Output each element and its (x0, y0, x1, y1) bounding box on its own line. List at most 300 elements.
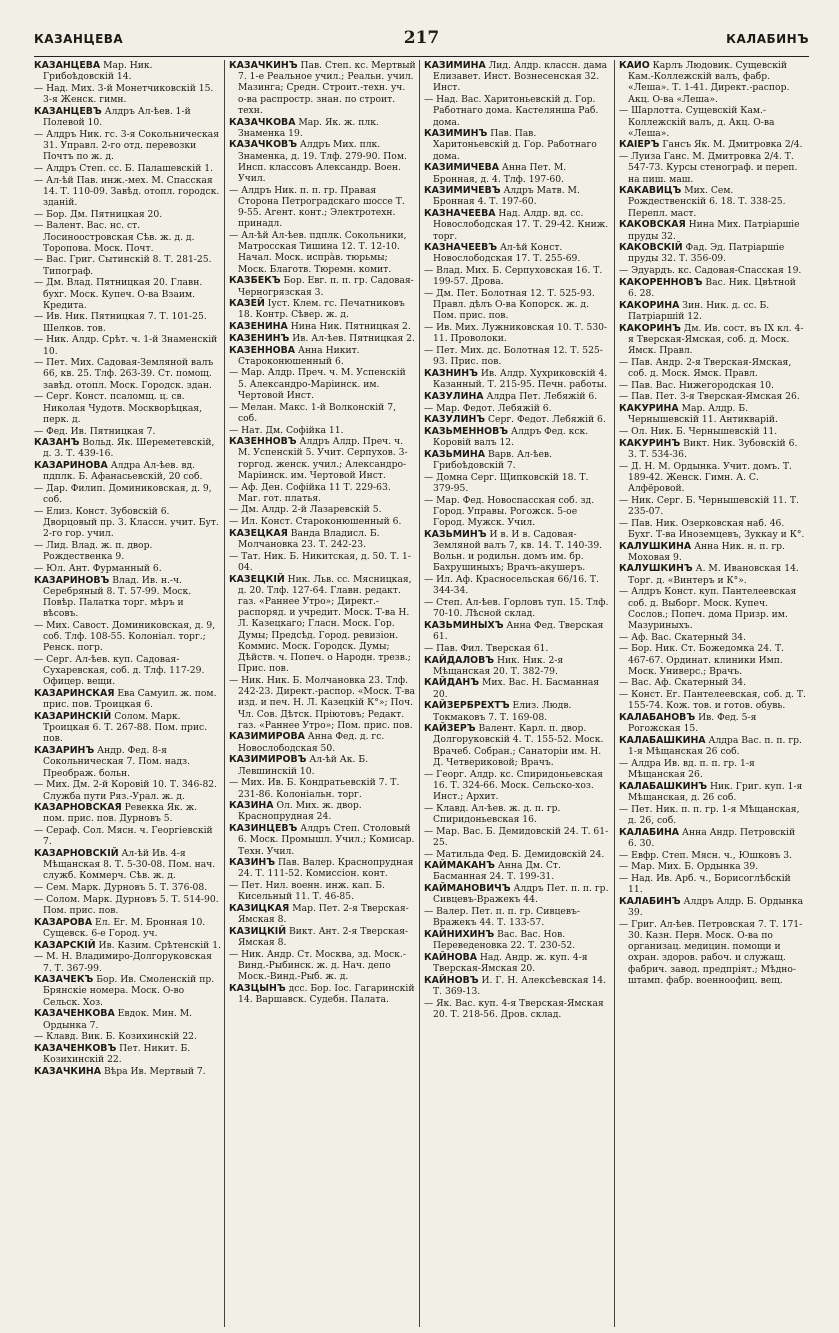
entry-details: — Григ. Ал-ѣев. Петровская 7. Т. 171-30. Казн. Перв. Моск. О-ва по организац. медицин. помощи и охран. здоров. рабоч. и служащ. фабрич. завод. предпріят.; Мѣдно-штамп. фабр. военноофиц. вещ. (619, 918, 803, 986)
directory-entry (229, 425, 416, 436)
entry-surname: КАІЕРЪ (619, 139, 660, 151)
entry-details: Ив. Фед. 5-я Рогожская 15. (628, 712, 757, 735)
entry-details: — Солом. Марк. Дурновъ 5. Т. 514-90. Пом. прис. пов. (34, 893, 219, 917)
directory-entry (34, 254, 221, 276)
entry-details: Валент. Карл. п. двор. Долгоруковскій 4. Т. 155-52. Моск. Врачеб. Собран.; Санаторіи им. Н. Д. Четвериковой; Врачъ. (433, 723, 604, 768)
entry-details: Влад. Ив. н.-ч. Серебряный 8. Т. 57-99. Моск. Повѣр. Палатка торг. мѣръ и вѣсовъ. (43, 574, 192, 620)
directory-entry (34, 802, 221, 824)
entry-surname: КАЗЕНИНА (229, 321, 288, 333)
entry-details: Пет. Никит. Б. Козихинскій 22. (43, 1042, 191, 1066)
entry-details: — Юл. Ант. Фурманный 6. (34, 562, 162, 574)
directory-entry (424, 208, 611, 242)
entry-details: Нина Мих. Патріаршіе пруды 32. (628, 219, 800, 242)
entry-details: Вас. Ник. Цвѣтной 6. 28. (628, 276, 796, 300)
column-3 (419, 60, 614, 1327)
directory-entry (229, 754, 416, 776)
entry-surname: КАКОРИНА (619, 299, 680, 311)
directory-entry (34, 483, 221, 505)
header-rule (34, 56, 809, 57)
directory-entry (34, 540, 221, 562)
entry-details: — Серг. Конст. псаломщ. ц. св. Николая Чудотв. Москворѣцкая, перк. д. (34, 391, 203, 425)
entry-surname: КАЗАРИНОВЪ (34, 574, 110, 586)
directory-entry (619, 804, 806, 826)
entry-details: Ив. Казим. Срѣтенскій 1. (98, 939, 221, 951)
entry-details: — Пав. Ник. Озерковская наб. 46. Бухг. Т-ва Иноземцевъ, Зуккау и К°. (619, 517, 805, 540)
directory-entry (34, 460, 221, 482)
directory-entry (34, 1008, 221, 1030)
entry-details: Лид. Алдр. классн. дама Елизавет. Инст. Вознесенская 32. Инст. (433, 60, 608, 94)
entry-details: — Алдръ Степ. сс. Б. Палашевскій 1. (34, 162, 214, 174)
directory-entry (34, 917, 221, 939)
directory-entry (619, 677, 806, 688)
directory-entry (619, 495, 806, 517)
entry-details: Мих. Сем. Рождественскій 6. 18. Т. 338-25. Перепл. маст. (628, 185, 786, 219)
directory-entry (34, 654, 221, 688)
entry-details: Анна Ник. н. п. гр. Моховая 9. (628, 540, 785, 563)
directory-entry (424, 162, 611, 184)
directory-entry (619, 380, 806, 391)
entry-details: дсс. Бор. Іос. Гагаринскій 14. Варшавск. Судебн. Палата. (238, 982, 415, 1006)
entry-surname: КАЗУЛИНА (424, 390, 484, 402)
directory-entry (229, 230, 416, 275)
entry-details: — М. Н. Владимиро-Долгоруковская 7. Т. 367-99. (34, 951, 212, 974)
directory-entry (619, 586, 806, 631)
entry-surname: КАЗАРИНЪ (34, 745, 95, 757)
directory-entry (424, 643, 611, 654)
directory-entry (424, 574, 611, 596)
header-right-guide-word: КАЛАБИНЪ (726, 32, 809, 46)
entry-details: Ив. Ал-ѣев. Пятницкая 2. (292, 332, 415, 344)
directory-entry (229, 298, 416, 320)
entry-details: Іуст. Клем. гс. Печатниковъ 18. Контр. Сѣвер. ж. д. (238, 298, 405, 321)
directory-entry (424, 952, 611, 974)
directory-entry (424, 128, 611, 162)
entry-surname: КАЗЬМИНЫХЪ (424, 619, 504, 631)
entry-details: — Георг. Алдр. кс. Спиридоньевская 16. Т. 324-66. Моск. Сельско-хоз. Инст.; Архит. (424, 768, 603, 802)
entry-details: Пав. Пав. Харитоньевскій д. Гор. Работнаго дома. (433, 128, 597, 162)
entry-details: Варв. Ал-ѣев. Грибоѣдовскій 7. (433, 448, 553, 472)
entry-surname: КАЗНАЧЕЕВЪ (424, 242, 498, 254)
entry-details: — Домна Серг. Щипковскій 18. Т. 379-95. (424, 471, 589, 495)
entry-surname: КАЗЕЦКІЙ (229, 573, 285, 585)
directory-entry (424, 403, 611, 414)
entry-surname: КАЙДАЛОВЪ (424, 654, 495, 666)
entry-details: Ник. Льв. сс. Мясницкая, д. 20. Тлф. 127-64. Главн. редакт. газ. «Раннее Утро»; Директ.-распоряд. и учредит. Моск. Т-ва Н. Л. Казецкаго; Гласн. Моск. Гор. Думы; Предсѣд. Город. ревизіон. Коммис. Моск. Городск. Думы; Дѣйств. ч. Попеч. о Народн. трезв.; Прис. пов. (238, 573, 412, 675)
entry-details: — Мар. Алдр. Преч. ч. М. Успенскій 5. Александро-Маріинск. им. Чертовой Инст. (229, 367, 406, 401)
page-number: 217 (403, 28, 440, 48)
entry-details: Алдръ Пет. п. п. гр. Сивцевъ-Вражекъ 44. (433, 883, 609, 906)
directory-entry (229, 880, 416, 902)
entry-details: Ник. Григ. куп. 1-я Мѣщанская, д. 26 соб. (628, 780, 803, 803)
directory-entry (619, 277, 806, 299)
directory-entry (34, 334, 221, 356)
entry-details: — Вас. Аф. Скатерный 34. (619, 677, 747, 689)
directory-entry (619, 426, 806, 437)
entry-details: А. М. Ивановская 14. Торг. д. «Винтеръ и К°». (628, 563, 799, 586)
entry-surname: КАЗАРНОВСКАЯ (34, 802, 122, 814)
entry-details: — Клавд. Вик. Б. Козихинскій 22. (34, 1031, 197, 1043)
entry-surname: КАЗЕЦКАЯ (229, 527, 288, 539)
entry-surname: КАЛАБАНОВЪ (619, 712, 696, 724)
directory-entry (424, 597, 611, 619)
directory-entry (424, 368, 611, 390)
entry-details: Викт. Ант. 2-я Тверская-Ямская 8. (238, 925, 409, 949)
entry-surname: КАЗЬМЕННОВЪ (424, 426, 509, 437)
entry-details: — Мих. Дм. 2-й Коровій 10. Т. 346-82. Служба пути Ряз.-Урал. ж. д. (34, 779, 218, 802)
entry-details: Ревекка Як. ж. пом. прис. пов. Дурновъ 5. (43, 802, 198, 825)
entry-details: — Матильда Фед. Б. Демидовскій 24. (424, 848, 605, 860)
entry-details: Евдок. Мин. М. Ордынка 7. (43, 1008, 193, 1031)
directory-entry (424, 860, 611, 882)
entry-details: — Аф. Вас. Скатерный 34. (619, 631, 747, 643)
directory-entry (34, 106, 221, 128)
entry-details: — Лид. Влад. ж. п. двор. Рождественка 9. (34, 540, 153, 563)
entry-details: — Пав. Фил. Тверская 61. (424, 642, 549, 654)
entry-details: Алдра Ал-ѣев. вд. пдплк. Б. Афанасьевскій, 20 соб. (43, 460, 203, 483)
directory-entry (619, 689, 806, 711)
directory-entry (229, 926, 416, 948)
entry-details: Карлъ Людовик. Сущевскій Кам.-Коллежскій валъ, фабр. «Леша». Т. 1-41. Директ.-распор. Акц. О-ва «Леша». (628, 60, 790, 105)
directory-entry (229, 482, 416, 504)
directory-entry (424, 345, 611, 367)
entry-details: — Мелан. Макс. 1-й Волконскій 7, соб. (229, 401, 396, 424)
entry-details: — Бор. Ник. Ст. Божедомка 24. Т. 467-67. Ординат. клиники Имп. Моск. Универс.; Врачъ. (619, 643, 785, 677)
entry-details: Серг. Федот. Лебяжій 6. (488, 414, 606, 426)
entry-surname: КАЙДАНЪ (424, 677, 480, 689)
directory-entry (424, 288, 611, 322)
directory-entry (229, 903, 416, 925)
entry-details: Вѣра Ив. Мертвый 7. (103, 1065, 206, 1077)
entry-details: — Ил. Конст. Староконюшенный 6. (229, 516, 402, 528)
entry-surname: КАЙЗЕРЪ (424, 723, 476, 735)
directory-entry (34, 1043, 221, 1065)
entry-surname: КАЙЗЕРБРЕХТЪ (424, 700, 510, 712)
entry-details: — Луиза Ганс. М. Дмитровка 2/4. Т. 547-73. Курсы стенограф. и переп. на пиш. маш. (619, 151, 798, 185)
entry-surname: КАКОРЕННОВЪ (619, 276, 703, 288)
entry-details: — Мар. Вас. Б. Демидовскій 24. Т. 61-25. (424, 825, 609, 848)
directory-entry (424, 94, 611, 128)
entry-details: Мар. Алдр. Б. Чернышевскій 11. Антикварій. (628, 403, 778, 426)
directory-entry (229, 333, 416, 344)
entry-details: Мар. Як. ж. плк. Знаменка 19. (238, 116, 379, 139)
entry-details: Анна Дм. Ст. Басманная 24. Т. 199-31. (433, 860, 561, 883)
entry-details: — Мих. Савост. Доминиковская, д. 9, соб. Тлф. 108-55. Колоніал. торг.; Ренск. погр. (34, 619, 216, 654)
directory-entry (34, 825, 221, 847)
entry-details: Анна Фед. д. гс. Новослободская 50. (238, 731, 385, 754)
entry-surname: КАЛАБАШКИНЪ (619, 780, 708, 792)
directory-entry (229, 983, 416, 1005)
entry-details: — Ил. Аф. Красносельская 66/16. Т. 344-34. (424, 574, 599, 597)
directory-entry (34, 688, 221, 710)
entry-surname: КАЗАЧКИНЪ (229, 60, 298, 71)
directory-entry (34, 848, 221, 882)
directory-entry (34, 779, 221, 801)
directory-entry (34, 209, 221, 220)
directory-entry (424, 769, 611, 803)
entry-surname: КАЗИМИЧЕВЪ (424, 185, 501, 197)
entry-details: Вольд. Як. Шереметевскій, д. 3. Т. 439-16. (43, 437, 215, 460)
directory-entry (619, 632, 806, 643)
entry-details: Нина Ник. Пятницкая 2. (290, 321, 411, 333)
directory-entry (619, 391, 806, 402)
directory-entry (619, 300, 806, 322)
column-4 (614, 60, 809, 1327)
entry-surname: КАЗБЕКЪ (229, 275, 281, 287)
directory-entry (34, 60, 221, 82)
directory-entry (229, 857, 416, 879)
entry-details: — Влад. Мих. Б. Серпуховская 16. Т. 199-57. Дрова. (424, 265, 603, 288)
entry-surname: КАЙО (619, 60, 650, 71)
directory-entry (229, 675, 416, 731)
directory-entry (424, 826, 611, 848)
directory-entry (424, 723, 611, 768)
entry-surname: КАКАВИЦЪ (619, 185, 682, 197)
directory-entry (34, 882, 221, 893)
entry-surname: КАЗЕННОВЪ (229, 436, 297, 448)
directory-entry (619, 461, 806, 495)
entry-details: Пав. Степ. кс. Мертвый 7. 1-е Реальное учил.; Реальн. учил. Мазинга; Средн. Строит.-техн. уч. о-ва распростр. знан. по строит. техн. (238, 60, 416, 116)
directory-entry (619, 185, 806, 219)
entry-surname: КАЗИЦКАЯ (229, 903, 290, 915)
entry-surname: КАЗАРНОВСКІЙ (34, 848, 119, 860)
directory-entry (34, 311, 221, 333)
entry-surname: КАЗИНЪ (229, 857, 276, 869)
entry-details: Алдръ Алдр. Преч. ч. М. Успенскій 5. Учит. Серпухов. 3-горгод. женск. учил.; Александро-Маріинск. им. Чертовой Инст. (238, 436, 408, 481)
entry-surname: КАЗЬМИНЪ (424, 528, 487, 540)
entry-details: — Конст. Ег. Пантелеевская, соб. д. Т. 155-74. Кож. тов. и готов. обувь. (619, 689, 806, 712)
entry-details: Алдръ Степ. Столовый 6. Моск. Промышл. Учил.; Комисар. Техн. Учил. (238, 823, 415, 857)
entry-details: Андр. Фед. 8-я Сокольническая 7. Пом. надз. Преображ. больн. (43, 745, 190, 779)
entry-surname: КАЛАБИНА (619, 826, 680, 838)
entry-details: — Як. Вас. куп. 4-я Тверская-Ямская 20. Т. 218-56. Дров. склад. (424, 997, 604, 1020)
directory-entry (619, 827, 806, 849)
directory-entry (619, 151, 806, 185)
entry-surname: КАЗИНЦЕВЪ (229, 823, 298, 835)
entry-surname: КАЗАЧКОВЪ (229, 139, 297, 151)
entry-details: — Алдръ Ник. п. п. гр. Правая Сторона Петроградскаго шоссе Т. 9-55. Агент. конт.; Электротехн. принадл. (229, 184, 405, 230)
entry-details: Анна Никит. Староконюшенный 6. (238, 344, 360, 367)
entry-surname: КАЗАЧЕНКОВЪ (34, 1042, 117, 1054)
entry-surname: КАЗАЧЕКЪ (34, 974, 94, 986)
directory-entry (229, 117, 416, 139)
entry-details: Алдръ Мих. плк. Знаменка, д. 19. Тлф. 279-90. Пом. Инсп. классовъ Александр. Воен. Учил. (238, 139, 407, 185)
entry-surname: КАЗАРИНОВА (34, 460, 108, 472)
entry-details: Над. Алдр. вд. сс. Новослободская 17. Т. 29-42. Книж. торг. (433, 208, 609, 242)
entry-details: — Степ. Ал-ѣев. Горловъ туп. 15. Тлф. 70-10. Лѣсной склад. (424, 597, 609, 620)
entry-details: Мар. Пет. 2-я Тверская-Ямская 8. (238, 903, 409, 926)
directory-entry (619, 861, 806, 872)
directory-entry (619, 105, 806, 139)
entry-details: Ол. Мих. ж. двор. Краснопрудная 24. (238, 800, 362, 823)
entry-surname: КАЗИЦКІЙ (229, 925, 287, 937)
entry-details: Фад. Эд. Патріаршіе пруды 32. Т. 356-09. (628, 242, 785, 265)
directory-entry (229, 731, 416, 753)
entry-details: Алдръ Алдр. Б. Ордынка 39. (628, 895, 804, 919)
directory-entry (424, 998, 611, 1020)
entry-details: — Дар. Филип. Доминиковская, д. 9, соб. (34, 483, 212, 506)
entry-surname: КАЛАБАШКИНА (619, 734, 706, 746)
entry-details: Ал-ѣй Ив. 4-я Мѣщанская 8. Т. 5-30-08. Пом. нач. служб. Коммерч. Сѣв. ж. д. (43, 848, 216, 882)
entry-surname: КАЗИНА (229, 800, 274, 812)
entry-surname: КАЗЕНИНЪ (229, 332, 290, 344)
entry-details: — Валер. Пет. п. п. гр. Сивцевъ-Вражекъ 44. Т. 133-57. (424, 906, 580, 929)
entry-surname: КАКУРИНА (619, 403, 679, 415)
entry-details: Алдръ Фед. кск. Коровій валъ 12. (433, 426, 589, 449)
directory-entry (229, 345, 416, 367)
entry-surname: КАЗАРИНСКАЯ (34, 688, 115, 700)
entry-details: — Мар. Фед. Новоспасская соб. зд. Город. Управы. Рогожск. 5-ое Город. Мужск. Учил. (424, 494, 595, 529)
entry-surname: КАКУРИНЪ (619, 437, 681, 449)
entry-details: Ал-ѣй Конст. Новослободская 17. Т. 255-69. (433, 242, 581, 265)
entry-details: — Дм. Алдр. 2-й Лазаревскій 5. (229, 504, 382, 516)
column-1 (34, 60, 224, 1327)
entry-details: — Ив. Мих. Лужниковская 10. Т. 530-11. Проволоки. (424, 322, 608, 345)
entry-details: — Клавд. Ал-ѣев. ж. д. п. гр. Спиридоньевская 16. (424, 802, 561, 825)
directory-entry (619, 265, 806, 276)
entry-surname: КАЗАНЪ (34, 437, 80, 449)
directory-entry (619, 563, 806, 585)
entry-details: — Фед. Ив. Пятницкая 7. (34, 425, 156, 437)
directory-entry (619, 518, 806, 540)
directory-entry (424, 620, 611, 642)
directory-entry (619, 758, 806, 780)
directory-entry (619, 139, 806, 150)
entry-surname: КАЗАЧКИНА (34, 1065, 102, 1077)
directory-entry (619, 735, 806, 757)
entry-details: Алдра Пет. Лебяжій 6. (486, 390, 598, 402)
entry-details: Ева Самуил. ж. пом. прис. пов. Троицкая 6. (43, 688, 217, 711)
directory-entry (424, 849, 611, 860)
directory-entry (229, 402, 416, 424)
entry-details: Елиз. Людв. Токмаковъ 7. Т. 169-08. (433, 700, 572, 723)
directory-entry (34, 711, 221, 745)
directory-entry (34, 940, 221, 951)
entry-details: — Ник. Алдр. Срѣт. ч. 1-й Знаменскій 10. (34, 334, 218, 357)
entry-surname: КАЗАРОВА (34, 916, 93, 928)
directory-entry (424, 242, 611, 264)
directory-entry (34, 357, 221, 391)
entry-details: — Ник. Андр. Ст. Москва, зд. Моск.-Винд.-Рыбинск. ж. д. Нач. депо Моск.-Винд.-Рыб. ж. д. (229, 948, 406, 983)
directory-entry (619, 60, 806, 105)
entry-details: Викт. Ник. Зубовскій 6. 3. Т. 534-36. (628, 437, 798, 460)
entry-surname: КАЗЕННОВА (229, 344, 296, 356)
entry-details: — Бор. Дм. Пятницкая 20. (34, 208, 163, 220)
entry-surname: КАЗИМИРОВА (229, 731, 305, 743)
entry-surname: КАЗАЧКОВА (229, 116, 296, 128)
entry-surname: КАЗАНЦЕВА (34, 60, 101, 71)
directory-entry (229, 436, 416, 481)
entry-details: Алдръ Ал-ѣев. 1-й Полевой 10. (43, 105, 191, 129)
entry-details: Анна Андр. Петровскій 6. 30. (628, 826, 796, 849)
entry-surname: КАЗИМИЧЕВА (424, 162, 499, 174)
entry-surname: КАЗИМИНА (424, 60, 486, 71)
directory-entry (34, 894, 221, 916)
entry-surname: КАКОВСКІЙ (619, 242, 683, 254)
directory-entry (424, 449, 611, 471)
entry-details: — Серг. Ал-ѣев. куп. Садовая-Сухаревская, соб. д. Тлф. 117-29. Офицер. вещи. (34, 654, 205, 688)
directory-entry (619, 896, 806, 918)
entry-details: — Елиз. Конст. Зубовскій 6. Дворцовый пр. 3. Классн. учит. Бут. 2-го гор. учил. (34, 505, 219, 540)
entry-details: — Алдръ Ник. гс. 3-я Сокольническая 31. Управл. 2-го отд. перевозки Почтъ по ж. д. (34, 128, 219, 163)
entry-details: — Эдуардъ. кс. Садовая-Спасская 19. (619, 265, 802, 277)
entry-details: — Д. Н. М. Ордынка. Учит. домъ. Т. 189-42. Женск. Гимн. А. С. Алфёровой. (619, 460, 792, 495)
directory-entry (424, 929, 611, 951)
directory-entry (34, 745, 221, 779)
column-2 (224, 60, 419, 1327)
directory-entry (34, 1066, 221, 1077)
directory-entry (34, 506, 221, 540)
entry-details: Ив. Алдр. Хухриковскій 4. Казанный. Т. 215-95. Печн. работы. (433, 367, 608, 391)
directory-entry (424, 700, 611, 722)
entry-details: — Пет. Мих. Садовая-Земляной валъ 66, кв. 25. Тлф. 263-39. Ст. помощ. завѣд. отопл. Моск. Городск. здан. (34, 357, 214, 391)
entry-surname: КАЛУШКИНА (619, 540, 692, 552)
entry-details: — Шарлотта. Сущевскій Кам.-Коллежскій валъ, д. Акц. О-ва «Леша». (619, 105, 775, 139)
entry-details: Дм. Ив. сост. въ IX кл. 4-я Тверская-Ямская, соб. д. Моск. Ямск. Правл. (628, 322, 804, 357)
entry-details: — Нат. Дм. Софійка 11. (229, 424, 344, 436)
directory-entry (229, 367, 416, 401)
directory-entry (424, 495, 611, 529)
entry-details: Вас. Вас. Нов. Переведеновка 22. Т. 230-52. (433, 928, 576, 952)
directory-entry (34, 1031, 221, 1042)
entry-surname: КАКОРИНЪ (619, 322, 681, 334)
entry-details: — Аф. Ден. Софійка 11 Т. 229-63. Маг. гот. платья. (229, 481, 391, 504)
directory-entry (229, 777, 416, 799)
entry-details: — Дм. Влад. Пятницкая 20. Главн. бухг. Моск. Купеч. О-ва Взаим. Кредита. (34, 277, 203, 311)
entry-details: — Над. Ив. Арб. ч., Борисоглѣбскій 11. (619, 872, 791, 896)
directory-entry (424, 60, 611, 94)
directory-entry (424, 322, 611, 344)
directory-entry (619, 219, 806, 241)
directory-entry (229, 574, 416, 675)
entry-surname: КАЗАРСКІЙ (34, 939, 96, 951)
directory-entry (34, 951, 221, 973)
entry-details: Над. Андр. ж. куп. 4-я Тверская-Ямская 20. (433, 951, 588, 975)
directory-entry (619, 781, 806, 803)
entry-surname: КАЗУЛИНЪ (424, 414, 486, 426)
entry-details: Ел. Ег. М. Бронная 10. Сущевск. 6-е Город. уч. (43, 916, 206, 939)
entry-details: — Мар. Федот. Лебяжій 6. (424, 402, 552, 414)
entry-details: Пав. Валер. Краснопрудная 24. Т. 111-52. Комиссіон. конт. (238, 857, 414, 880)
directory-entry (229, 504, 416, 515)
entry-surname: КАЗЕЙ (229, 298, 265, 310)
directory-entry (424, 655, 611, 677)
entry-details: — Пет. Мих. дс. Болотная 12. Т. 525-93. Прис. пов. (424, 345, 603, 368)
directory-entry (424, 975, 611, 997)
entry-surname: КАЗНАЧЕЕВА (424, 208, 496, 220)
entry-surname: КАЙНОВА (424, 951, 477, 963)
directory-entry (34, 391, 221, 425)
entry-surname: КАЙМАНОВИЧЪ (424, 883, 511, 895)
directory-entry (229, 60, 416, 116)
directory-entry (34, 220, 221, 254)
entry-details: — Сераф. Сол. Мясн. ч. Георгіевскій 7. (34, 825, 213, 848)
directory-entry (619, 850, 806, 861)
entry-surname: КАКОВСКАЯ (619, 219, 686, 231)
directory-entry (619, 242, 806, 264)
directory-entry (619, 541, 806, 563)
entry-surname: КАЗЦЫНЪ (229, 982, 286, 994)
directory-entry (424, 677, 611, 699)
entry-details: Бор. Ив. Смоленскій пр. Брянскіе номера. Моск. О-во Сельск. Хоз. (43, 974, 215, 1008)
directory-entry (424, 529, 611, 574)
entry-details: — Мар. Мих. Б. Ордынка 39. (619, 861, 759, 873)
directory-entry (34, 426, 221, 437)
entry-details: Алдръ Матв. М. Бронная 4. Т. 197-60. (433, 185, 580, 208)
entry-details: — Алдръ Конст. куп. Пантелеевская соб. д. Выборг. Моск. Купеч. Сослов.; Попеч. дома Призр. им. Мазуриныхъ. (619, 586, 797, 631)
entry-details: — Вас. Григ. Сытинскій 8. Т. 281-25. Типограф. (34, 254, 212, 277)
entry-details: Мих. Вас. Н. Басманная 20. (433, 677, 600, 700)
entry-surname: КАЗАЧЕНКОВА (34, 1008, 115, 1020)
